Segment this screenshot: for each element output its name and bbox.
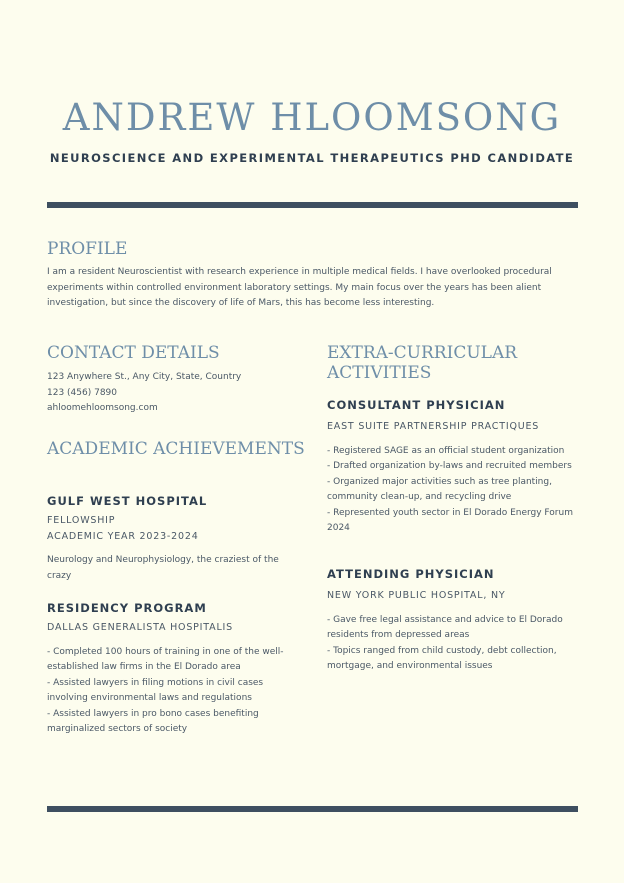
contact-phone: 123 (456) 7890 (47, 387, 118, 398)
candidate-name: ANDREW HLOOMSONG (62, 96, 562, 139)
entry-bullets (327, 444, 579, 537)
academic-entry (47, 494, 297, 584)
entry-title: ATTENDING PHYSICIAN (327, 567, 495, 581)
entry-bullets (327, 613, 579, 675)
contact-email: ahloomehloomsong.com (47, 403, 158, 413)
bullet-item: - Topics ranged from child custody, debt collection, mortgage, and environmental issues (327, 645, 557, 671)
extra-heading: EXTRA-CURRICULAR ACTIVITIES (327, 343, 518, 383)
candidate-title: NEUROSCIENCE AND EXPERIMENTAL THERAPEUTICS PHD CANDIDATE (49, 151, 575, 165)
contact-heading: CONTACT DETAILS (47, 343, 220, 363)
entry-bullets (47, 645, 302, 738)
bullet-item: - Represented youth sector in El Dorado Energy Forum 2024 (327, 507, 573, 533)
entry-title: GULF WEST HOSPITAL (47, 494, 208, 508)
contact-address: 123 Anywhere St., Any City, State, Country (47, 372, 242, 382)
bullet-item: - Drafted organization by-laws and recruited members (327, 461, 572, 471)
bullet-item: - Registered SAGE as an official student organization (327, 445, 565, 456)
entry-title: RESIDENCY PROGRAM (47, 601, 207, 615)
bottom-divider (47, 806, 578, 812)
bullet-item: - Assisted lawyers in pro bono cases benefiting marginalized sectors of society (47, 708, 259, 734)
bullet-item: - Assisted lawyers in filing motions in civil cases involving environmental laws and regulations (47, 677, 264, 703)
bullet-item: - Gave free legal assistance and advice to El Dorado residents from depressed areas (327, 614, 563, 640)
entry-subtitle: DALLAS GENERALISTA HOSPITALIS (47, 622, 233, 633)
profile-heading: PROFILE (47, 239, 128, 259)
extra-entry (327, 567, 579, 675)
contact-details (47, 370, 297, 417)
academic-entry (47, 601, 302, 738)
entry-description: Neurology and Neurophysiology, the craziest of the crazy (47, 555, 279, 581)
entry-subtitle: FELLOWSHIP (47, 515, 116, 526)
entry-org: NEW YORK PUBLIC HOSPITAL, NY (327, 590, 506, 601)
entry-subtitle: ACADEMIC YEAR 2023-2024 (47, 530, 199, 542)
entry-title: CONSULTANT PHYSICIAN (327, 398, 506, 412)
bullet-item: - Organized major activities such as tree planting, community clean-up, and recycling drive (327, 476, 552, 502)
top-divider (47, 202, 578, 208)
profile-text: I am a resident Neuroscientist with research experience in multiple medical fields. I have overlooked procedural experiments within controlled environment laboratory settings. My main focus over the years has been alient investigation, but since the discovery of life of Mars, this has become less interesting. (47, 267, 552, 308)
extra-entry (327, 398, 579, 537)
bullet-item: - Completed 100 hours of training in one of the well-established law firms in the El Dorado area (47, 646, 284, 672)
academic-heading: ACADEMIC ACHIEVEMENTS (47, 439, 305, 459)
entry-org: EAST SUITE PARTNERSHIP PRACTIQUES (327, 421, 540, 432)
